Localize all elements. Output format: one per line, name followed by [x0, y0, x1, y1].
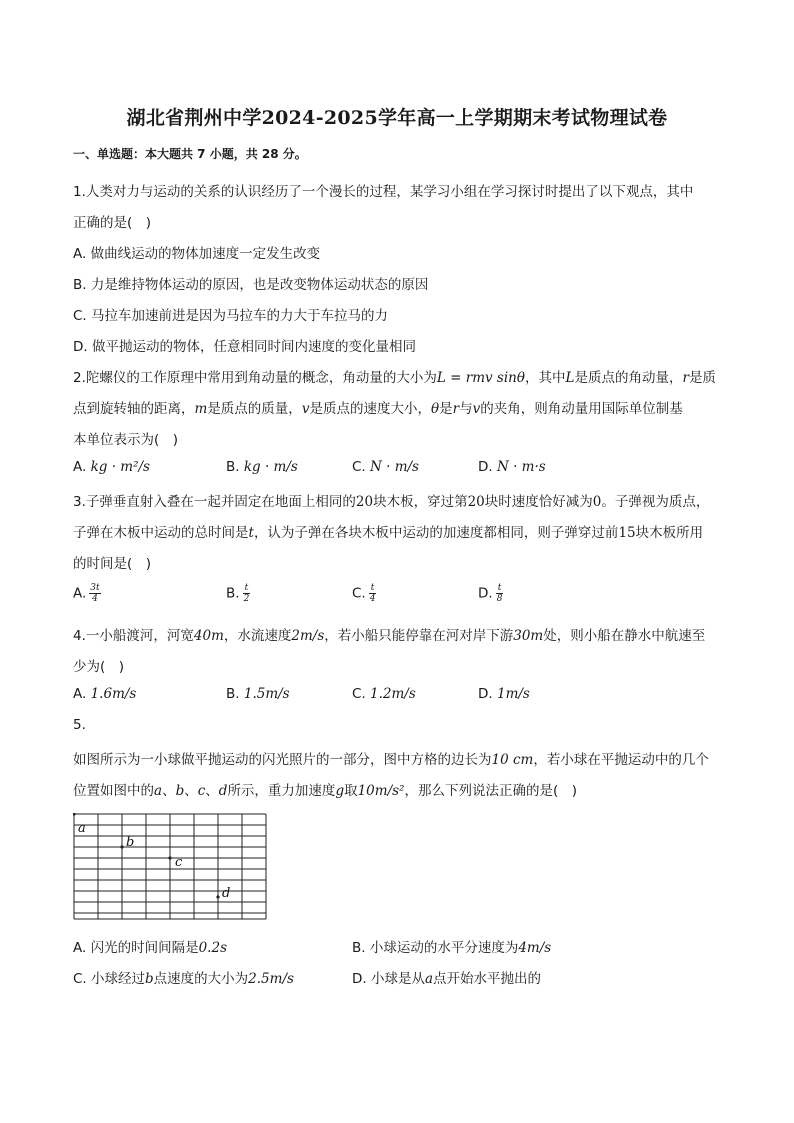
text: 的夹角，则角动量用国际单位制基 — [480, 401, 683, 417]
grid-side-length: 10 cm — [491, 752, 534, 768]
option-label: D. — [478, 459, 493, 475]
q2-option-c — [352, 459, 419, 475]
option-value: 2.5m/s — [248, 971, 294, 987]
q1-option-c: C. 马拉车加速前进是因为马拉车的力大于车拉马的力 — [73, 308, 389, 324]
ball-d — [216, 895, 219, 898]
symbol-m: m — [194, 401, 208, 417]
denominator: 8 — [496, 594, 503, 604]
downstream-distance: 30m — [513, 628, 544, 644]
q2-stem-line3: 本单位表示为( ) — [73, 432, 179, 448]
ball-b — [120, 845, 123, 848]
q1-stem-line1: 1.人类对力与运动的关系的认识经历了一个漫长的过程，某学习小组在学习探讨时提出了以下观点，其中 — [73, 184, 694, 200]
point-b: b — [145, 971, 154, 987]
point-b: b — [175, 783, 185, 799]
option-value: 4m/s — [518, 940, 552, 956]
point-a: a — [424, 971, 434, 987]
text: B. 小球运动的水平分速度为 — [352, 940, 519, 956]
q5-option-c — [73, 967, 294, 987]
point-c: c — [197, 783, 206, 799]
q1-stem-line2: 正确的是( ) — [73, 215, 152, 231]
text: 点速度的大小为 — [153, 971, 249, 987]
symbol-t: t — [248, 525, 254, 541]
q1-option-a: A. 做曲线运动的物体加速度一定发生改变 — [73, 246, 321, 262]
text: 4.一小船渡河，河宽 — [73, 628, 194, 644]
label-b: b — [126, 835, 135, 850]
denominator: 4 — [92, 594, 98, 604]
text: 位置如图中的 — [73, 783, 154, 799]
text: 子弹在木板中运动的总时间是 — [73, 525, 249, 541]
text: 所示，重力加速度 — [227, 783, 336, 799]
option-label: B. — [226, 459, 240, 475]
ball-a — [73, 813, 76, 816]
text: 是质点的速度大小， — [309, 401, 431, 417]
q5-option-d — [352, 967, 541, 987]
text: 是质点的角动量， — [574, 370, 683, 386]
text: 取 — [344, 783, 358, 799]
fraction — [243, 583, 251, 604]
text: 2.陀螺仪的工作原理中常用到角动量的概念，角动量的大小为 — [73, 370, 437, 386]
option-label: C. — [352, 686, 366, 702]
q4-option-d — [478, 686, 530, 702]
fraction — [496, 583, 504, 604]
q3-option-c — [352, 583, 376, 604]
fraction — [89, 583, 100, 604]
option-label: C. — [352, 459, 366, 475]
option-value: 1m/s — [496, 686, 530, 702]
text: 如图所示为一小球做平抛运动的闪光照片的一部分，图中方格的边长为 — [73, 752, 492, 768]
gravity-value: 10m/s² — [357, 783, 405, 799]
river-width: 40m — [193, 628, 224, 644]
ball-c — [168, 856, 171, 859]
text: 是质 — [688, 370, 716, 386]
option-value: N · m/s — [370, 459, 419, 475]
number: 20 — [355, 494, 374, 510]
q5-option-b — [352, 936, 551, 956]
q4-option-b — [226, 686, 290, 702]
text: C. 小球经过 — [73, 971, 146, 987]
option-value: kg · m/s — [243, 459, 298, 475]
numerator: 3t — [90, 583, 100, 593]
symbol-r: r — [452, 401, 460, 417]
q5-stem-line1 — [73, 748, 709, 768]
text: 、 — [162, 783, 176, 799]
option-label: A. — [73, 459, 87, 475]
numerator: t — [243, 583, 251, 594]
q4-option-c — [352, 686, 416, 702]
q1-option-d: D. 做平抛运动的物体，任意相同时间内速度的变化量相同 — [73, 339, 416, 355]
option-value: 1.5m/s — [243, 686, 290, 702]
q5-option-a — [73, 936, 227, 956]
page-title: 湖北省荆州中学2024-2025学年高一上学期期末考试物理试卷 — [126, 107, 668, 129]
q3-option-d — [478, 583, 503, 604]
q4-option-a — [73, 686, 136, 702]
text: 块木板所用 — [635, 525, 704, 541]
text: ，那么下列说法正确的是( ) — [404, 783, 578, 799]
q2-option-d — [478, 459, 546, 475]
projectile-grid-figure — [73, 813, 269, 921]
point-d: d — [218, 783, 228, 799]
q4-stem-line2: 少为( ) — [73, 659, 125, 675]
text: ，若小球在平抛运动中的几个 — [533, 752, 709, 768]
fraction — [369, 583, 377, 604]
numerator: t — [369, 583, 377, 594]
section-heading: 一、单选题：本大题共 7 小题，共 28 分。 — [73, 147, 307, 161]
point-a: a — [154, 783, 163, 799]
option-label: D. — [478, 585, 493, 602]
option-label: B. — [226, 585, 240, 602]
symbol-v: v — [472, 401, 481, 417]
number: 15 — [618, 525, 636, 541]
option-value: N · m·s — [496, 459, 546, 475]
text: 。子弹视为质点， — [601, 494, 710, 510]
label-a: a — [78, 821, 86, 836]
text: 是 — [439, 401, 453, 417]
text: ，认为子弹在各块木板中运动的加速度都相同，则子弹穿过前 — [253, 525, 619, 541]
text: 是质点的质量， — [207, 401, 302, 417]
option-label: A. — [73, 585, 87, 602]
q3-stem-line3: 的时间是( ) — [73, 556, 152, 572]
denominator: 4 — [369, 594, 376, 604]
symbol-v: v — [301, 401, 310, 417]
option-value: 0.2s — [198, 940, 227, 956]
q1-option-b: B. 力是维持物体运动的原因，也是改变物体运动状态的原因 — [73, 277, 429, 293]
numerator: t — [496, 583, 504, 594]
text: A. 闪光的时间间隔是 — [73, 940, 199, 956]
water-speed: 2m/s — [291, 628, 325, 644]
option-value: 1.6m/s — [90, 686, 137, 702]
q3-stem-line1 — [73, 490, 709, 510]
text: 块木板，穿过第 — [373, 494, 468, 510]
q2-option-a — [73, 459, 150, 475]
symbol-g: g — [335, 783, 345, 799]
option-label: C. — [352, 585, 366, 602]
number: 20 — [467, 494, 485, 510]
text: 与 — [459, 401, 473, 417]
grid-lines — [74, 814, 266, 919]
text: ，若小船只能停靠在河对岸下游 — [324, 628, 514, 644]
text: 处，则小船在静水中航速至 — [543, 628, 706, 644]
q3-stem-line2 — [73, 521, 703, 541]
symbol-theta: θ — [430, 401, 440, 417]
q2-stem-line1 — [73, 366, 716, 386]
option-label: A. — [73, 686, 87, 702]
text: 点到旋转轴的距离， — [73, 401, 195, 417]
label-c: c — [175, 855, 183, 870]
text: 块时速度恰好减为 — [484, 494, 593, 510]
symbol-r: r — [682, 370, 689, 386]
q3-option-a — [73, 583, 101, 604]
q5-number: 5. — [73, 717, 86, 733]
q2-stem-line2 — [73, 397, 683, 417]
text: 、 — [184, 783, 198, 799]
q4-stem-line1 — [73, 624, 705, 644]
text: 3.子弹垂直射入叠在一起并固定在地面上相同的 — [73, 494, 356, 510]
number: 0 — [592, 494, 602, 510]
denominator: 2 — [243, 594, 250, 604]
option-label: B. — [226, 686, 240, 702]
q2-option-b — [226, 459, 298, 475]
option-value: kg · m²/s — [90, 459, 150, 475]
formula-angular-momentum: L = rmv sinθ — [436, 370, 525, 386]
text: 、 — [205, 783, 219, 799]
label-d: d — [222, 886, 231, 901]
text: 点开始水平抛出的 — [433, 971, 542, 987]
symbol-L: L — [565, 370, 575, 386]
text: D. 小球是从 — [352, 971, 425, 987]
text: ，其中 — [525, 370, 566, 386]
option-label: D. — [478, 686, 493, 702]
q3-option-b — [226, 583, 250, 604]
option-value: 1.2m/s — [370, 686, 416, 702]
q5-stem-line2 — [73, 779, 577, 799]
text: ，水流速度 — [223, 628, 292, 644]
